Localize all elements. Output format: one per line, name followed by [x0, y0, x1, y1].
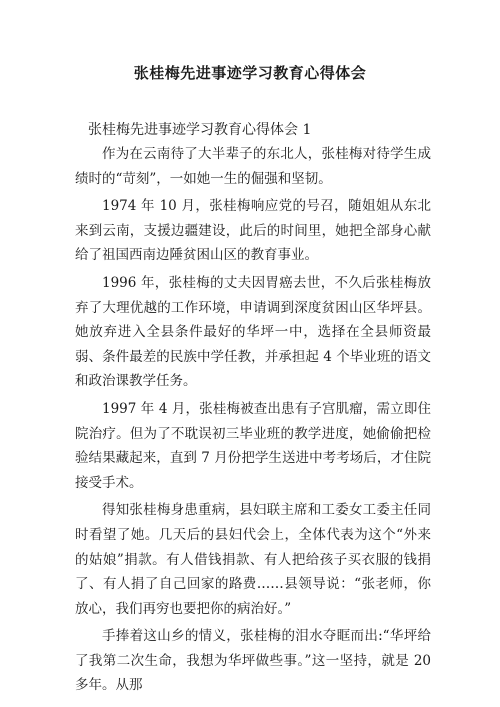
paragraph: 1974 年 10 月，张桂梅响应党的号召，随姐姐从东北来到云南，支援边疆建设，此后的时间里，她把全部身心献给了祖国西南边陲贫困山区的教育事业。 [75, 198, 431, 264]
paragraph: 得知张桂梅身患重病，县妇联主席和工委女工委主任同时看望了她。几天后的县妇代会上，全体代表为这个“外来的姑娘”捐款。有人借钱捐款、有人把给孩子买衣服的钱捐了、有人捐了自己回家的路费……县领导说：“张老师，你放心，我们再穷也要把你的病治好。” [75, 502, 431, 617]
paragraph: 作为在云南待了大半辈子的东北人，张桂梅对待学生成绩时的“苛刻”，一如她一生的倔强和坚韧。 [75, 146, 431, 187]
paragraph: 手捧着这山乡的情义，张桂梅的泪水夺眶而出:“华坪给了我第二次生命，我想为华坪做些事。”这一坚持，就是 20 多年。从那 [75, 628, 431, 694]
document-body [75, 142, 431, 701]
paragraph: 1997 年 4 月，张桂梅被查出患有子宫肌瘤，需立即住院治疗。但为了不耽误初三毕业班的教学进度，她偷偷把检验结果藏起来，直到 7 月份把学生送进中考考场后，才住院接受手术。 [75, 400, 431, 491]
paragraph: 1996 年，张桂梅的丈夫因胃癌去世，不久后张桂梅放弃了大理优越的工作环境，申请调到深度贫困山区华坪县。她放弃进入全县条件最好的华坪一中，选择在全县师资最弱、条件最差的民族中学任教，并承担起 4 个毕业班的语文和政治课教学任务。 [75, 274, 431, 390]
document-subtitle: 张桂梅先进事迹学习教育心得体会 1 [88, 122, 312, 138]
document-title: 张桂梅先进事迹学习教育心得体会 [133, 64, 367, 82]
